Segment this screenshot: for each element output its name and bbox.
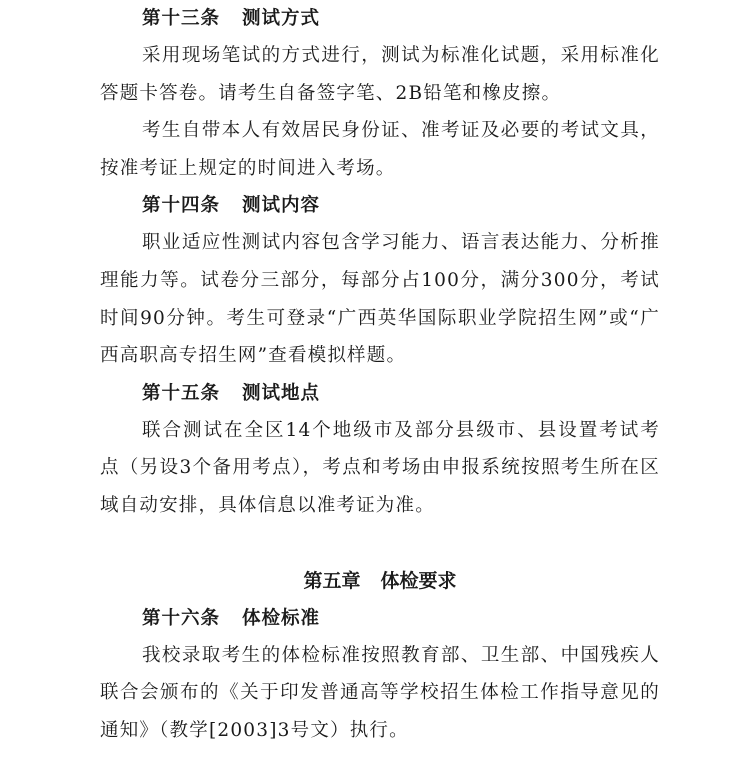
article-title: 测试方式 bbox=[242, 8, 321, 29]
paragraph: 职业适应性测试内容包含学习能力、语言表达能力、分析推理能力等。试卷分三部分，每部分占100分，满分300分，考试时间90分钟。考生可登录“广西英华国际职业学院招生网”或“广西高职高专招生网”查看模拟样题。 bbox=[100, 232, 660, 367]
article-15-heading bbox=[100, 375, 660, 412]
paragraph: 考生自带本人有效居民身份证、准考证及必要的考试文具，按准考证上规定的时间进入考场。 bbox=[100, 120, 660, 179]
chapter-5-heading bbox=[100, 525, 660, 600]
document-page bbox=[100, 0, 660, 749]
article-16-heading bbox=[100, 600, 660, 637]
article-number: 第十五条 bbox=[142, 382, 221, 404]
article-14 bbox=[100, 187, 660, 374]
article-number: 第十四条 bbox=[142, 195, 221, 217]
article-13 bbox=[100, 0, 660, 187]
paragraph: 我校录取考生的体检标准按照教育部、卫生部、中国残疾人联合会颁布的《关于印发普通高等学校招生体检工作指导意见的通知》（教学[2003]3号文）执行。 bbox=[100, 644, 660, 741]
article-13-heading bbox=[100, 0, 660, 37]
chapter-title: 体检要求 bbox=[380, 569, 457, 592]
article-number: 第十三条 bbox=[142, 8, 221, 29]
article-14-heading bbox=[100, 187, 660, 224]
paragraph: 采用现场笔试的方式进行，测试为标准化试题，采用标准化答题卡答卷。请考生自备签字笔、2B铅笔和橡皮擦。 bbox=[100, 45, 660, 104]
article-title: 体检标准 bbox=[242, 607, 321, 629]
article-title: 测试内容 bbox=[242, 195, 321, 217]
article-16 bbox=[100, 600, 660, 750]
article-number: 第十六条 bbox=[142, 607, 221, 629]
article-15 bbox=[100, 375, 660, 525]
chapter-number: 第五章 bbox=[303, 569, 361, 592]
article-title: 测试地点 bbox=[242, 382, 321, 404]
paragraph: 联合测试在全区14个地级市及部分县级市、县设置考试考点（另设3个备用考点），考点和考场由申报系统按照考生所在区域自动安排，具体信息以准考证为准。 bbox=[100, 419, 660, 516]
